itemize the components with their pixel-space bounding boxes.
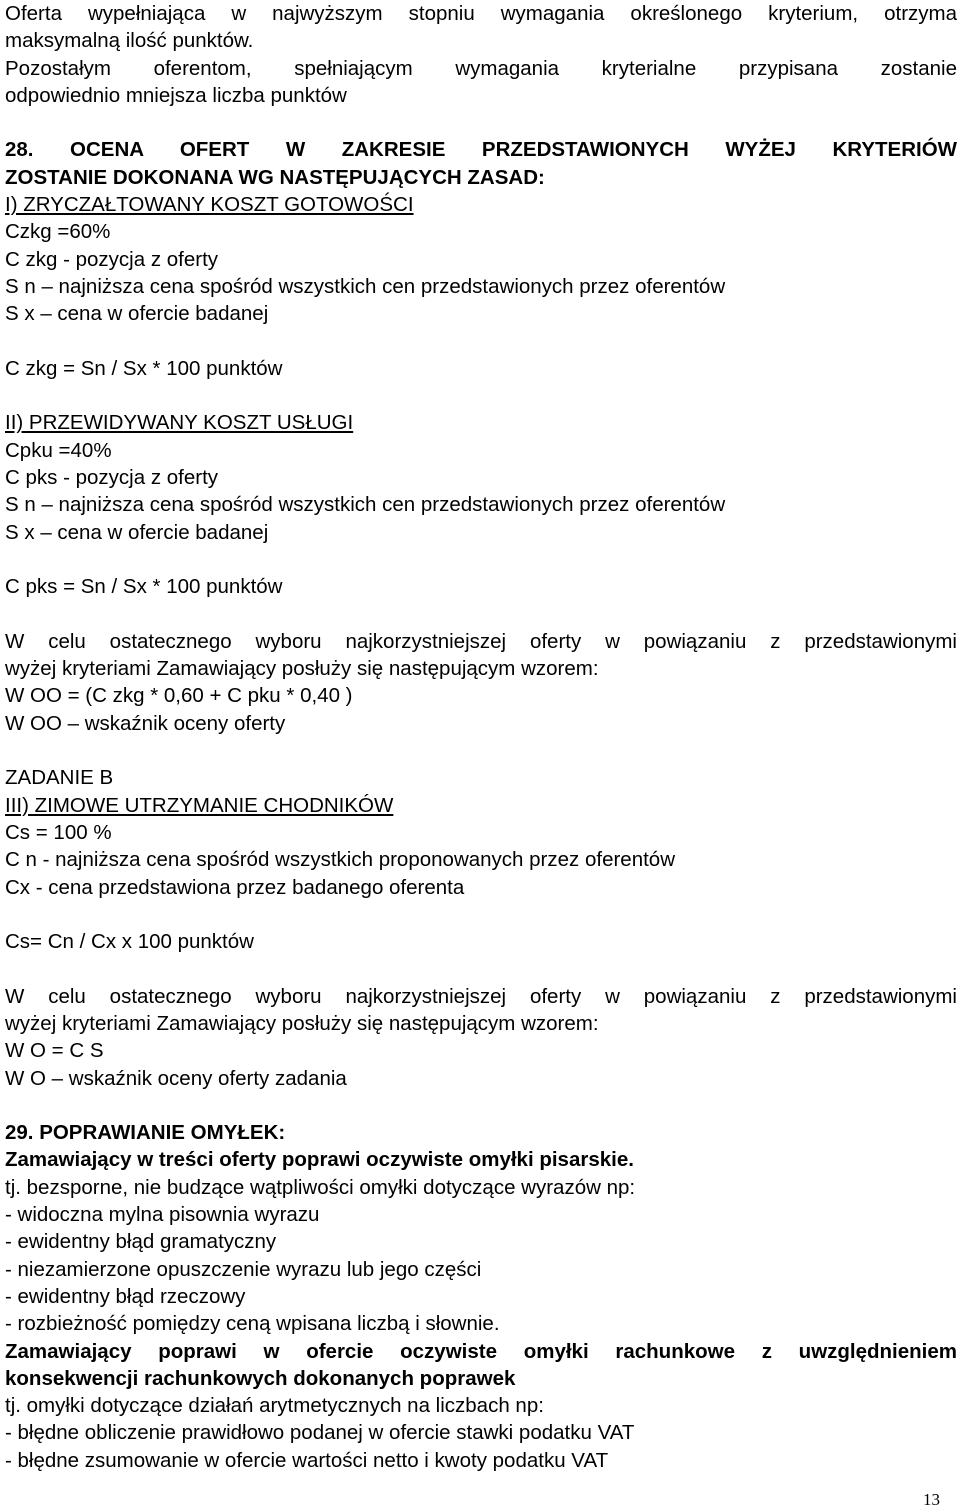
list-item: - ewidentny błąd rzeczowy [5,1284,246,1308]
spacer [5,901,957,928]
explanation-line: tj. omyłki dotyczące działań arytmetycznych na liczbach np: [5,1394,544,1418]
spacer [5,1092,957,1119]
summary-line: W celu ostatecznego wyboru najkorzystniejszej oferty w powiązaniu z przedstawionymi [5,629,957,653]
section-29-heading: 29. POPRAWIANIE OMYŁEK: [5,1121,286,1145]
summary-line: wyżej kryteriami Zamawiający posłuży się następującym wzorem: [5,1011,599,1035]
intro-line: maksymalną ilość punktów. [5,29,254,53]
part-1-title: I) ZRYCZAŁTOWANY KOSZT GOTOWOŚCI [5,193,414,217]
summary-line: wyżej kryteriami Zamawiający posłuży się następującym wzorem: [5,657,599,681]
page-number: 13 [923,1490,940,1509]
spacer [5,328,957,355]
formula-line: W OO = (C zkg * 0,60 + C pku * 0,40 ) [5,684,353,708]
part-2-title: II) PRZEWIDYWANY KOSZT USŁUGI [5,411,354,435]
explanation-line: tj. bezsporne, nie budzące wątpliwości omyłki dotyczące wyrazów np: [5,1175,636,1199]
list-item: - ewidentny błąd gramatyczny [5,1230,277,1254]
intro-paragraph [5,0,957,109]
spacer [5,955,957,982]
part-1-weight: Czkg =60% [5,220,111,244]
section-28-heading: ZOSTANIE DOKONANA WG NASTĘPUJĄCYCH ZASAD: [5,165,545,189]
document-page [5,0,957,1474]
formula-line: C zkg = Sn / Sx * 100 punktów [5,356,283,380]
intro-line: Pozostałym oferentom, spełniającym wymagania kryterialne przypisana zostanie [5,56,957,80]
list-item: - niezamierzone opuszczenie wyrazu lub jego części [5,1257,482,1281]
list-item: - widoczna mylna pisownia wyrazu [5,1203,320,1227]
definition-line: Cx - cena przedstawiona przez badanego oferenta [5,875,465,899]
bold-statement: Zamawiający poprawi w ofercie oczywiste omyłki rachunkowe z uwzględnieniem [5,1339,957,1363]
bold-statement: konsekwencji rachunkowych dokonanych poprawek [5,1366,516,1390]
intro-line: Oferta wypełniająca w najwyższym stopniu wymagania określonego kryterium, otrzyma [5,2,957,25]
formula-line: Cs= Cn / Cx x 100 punktów [5,930,254,954]
list-item: - błędne obliczenie prawidłowo podanej w ofercie stawki podatku VAT [5,1421,635,1445]
definition-line: S x – cena w ofercie badanej [5,520,269,544]
spacer [5,109,957,136]
spacer [5,601,957,628]
intro-line: odpowiednio mniejsza liczba punktów [5,83,347,107]
definition-line: C zkg - pozycja z oferty [5,247,219,271]
definition-line: S n – najniższa cena spośród wszystkich cen przedstawionych przez oferentów [5,493,726,517]
list-item: - błędne zsumowanie w ofercie wartości netto i kwoty podatku VAT [5,1448,609,1472]
definition-line: S n – najniższa cena spośród wszystkich cen przedstawionych przez oferentów [5,274,726,298]
task-b-weight: Cs = 100 % [5,820,112,844]
definition-line: C n - najniższa cena spośród wszystkich proponowanych przez oferentów [5,848,675,872]
section-28-heading: 28. OCENA OFERT W ZAKRESIE PRZEDSTAWIONYCH WYŻEJ KRYTERIÓW [5,138,957,162]
part-2-weight: Cpku =40% [5,438,112,462]
definition-line: S x – cena w ofercie badanej [5,302,269,326]
definition-line: C pks - pozycja z oferty [5,466,219,490]
formula-line: C pks = Sn / Sx * 100 punktów [5,575,283,599]
definition-line: W O – wskaźnik oceny oferty zadania [5,1066,347,1090]
section-29 [5,1119,957,1474]
task-b-title: ZADANIE B [5,766,114,790]
task-b-subtitle: III) ZIMOWE UTRZYMANIE CHODNIKÓW [5,793,394,817]
bold-statement: Zamawiający w treści oferty poprawi oczywiste omyłki pisarskie. [5,1148,634,1172]
summary-line: W celu ostatecznego wyboru najkorzystniejszej oferty w powiązaniu z przedstawionymi [5,984,957,1008]
spacer [5,546,957,573]
definition-line: W OO – wskaźnik oceny oferty [5,711,286,735]
spacer [5,382,957,409]
formula-line: W O = C S [5,1039,104,1063]
list-item: - rozbieżność pomiędzy ceną wpisana liczbą i słownie. [5,1312,500,1336]
section-28 [5,136,957,1091]
spacer [5,737,957,764]
